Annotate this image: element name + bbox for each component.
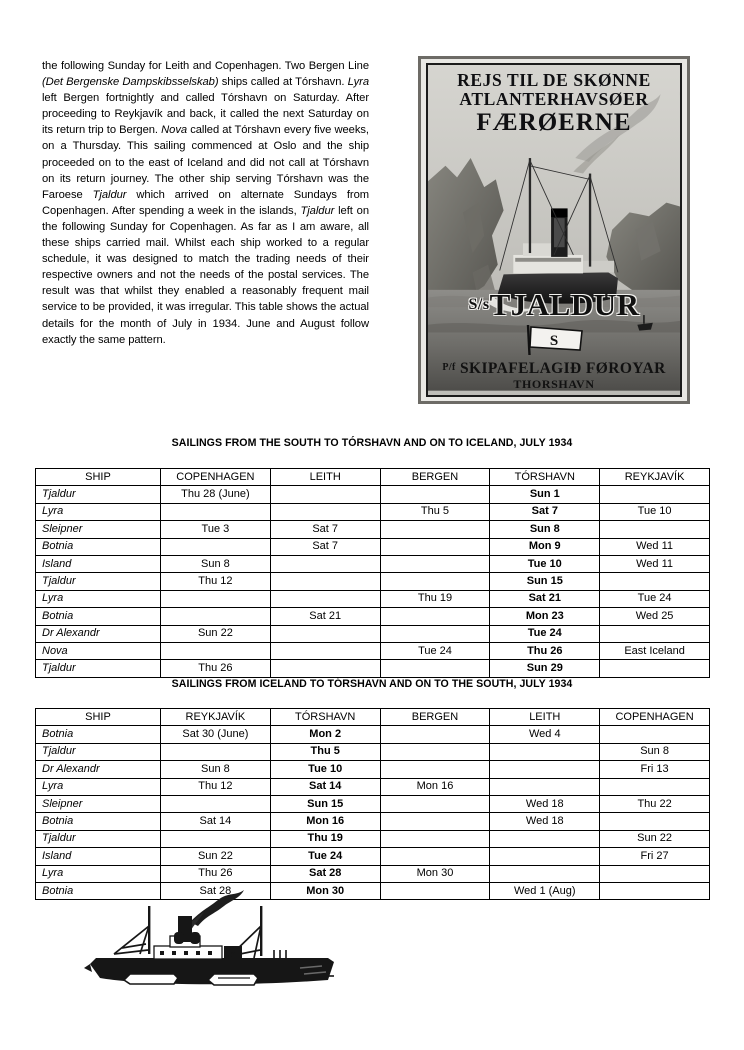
cell-reykjav-k: Tue 24 (600, 590, 710, 607)
cell-bergen (380, 761, 490, 778)
cell-leith: Wed 1 (Aug) (490, 882, 600, 899)
cell-bergen (380, 743, 490, 760)
cell-copenhagen: Fri 27 (600, 848, 710, 865)
poster-illustration (418, 56, 690, 404)
cell-ship-name: Botnia (36, 882, 161, 899)
column-header-reykjav-k: REYKJAVÍK (600, 469, 710, 486)
cell-t-rshavn: Thu 26 (490, 642, 600, 659)
cell-reykjav-k: Wed 11 (600, 538, 710, 555)
cell-leith (490, 865, 600, 882)
table-row (36, 865, 710, 882)
cell-copenhagen (161, 590, 271, 607)
cell-bergen (380, 608, 490, 625)
table-row (36, 486, 710, 503)
cell-reykjav-k: Sun 8 (161, 761, 271, 778)
cell-bergen: Tue 24 (380, 642, 490, 659)
poster-frame (418, 56, 690, 404)
cell-copenhagen: Sun 22 (161, 625, 271, 642)
cell-copenhagen (600, 882, 710, 899)
poster-footer (428, 288, 680, 391)
cell-ship-name: Nova (36, 642, 161, 659)
poster-company-name: SKIPAFELAGIÐ FØROYAR (460, 360, 666, 377)
svg-text:S: S (549, 333, 559, 349)
cell-ship-name: Lyra (36, 590, 161, 607)
table-body-2 (36, 726, 710, 900)
cell-copenhagen: Thu 12 (161, 573, 271, 590)
table-row (36, 521, 710, 538)
cell-leith: Sat 7 (270, 538, 380, 555)
column-header-t-rshavn: TÓRSHAVN (270, 709, 380, 726)
cell-leith (490, 830, 600, 847)
cell-t-rshavn: Mon 30 (270, 882, 380, 899)
poster-inner-frame (426, 63, 682, 397)
cell-reykjav-k (161, 795, 271, 812)
cell-t-rshavn: Sun 15 (490, 573, 600, 590)
cell-t-rshavn: Thu 19 (270, 830, 380, 847)
cell-copenhagen (161, 538, 271, 555)
poster-ship-name (428, 288, 680, 322)
poster-ship-prefix: S/s (468, 296, 490, 313)
cell-reykjav-k (600, 573, 710, 590)
table-row (36, 778, 710, 795)
poster-headline-line-1: REJS TIL DE SKØNNE (457, 70, 651, 90)
poster-headline-line-2: ATLANTERHAVSØER (459, 89, 649, 109)
table-row (36, 538, 710, 555)
table-row (36, 795, 710, 812)
cell-ship-name: Island (36, 555, 161, 572)
table-header-row-2 (36, 709, 710, 726)
cell-ship-name: Sleipner (36, 521, 161, 538)
cell-reykjav-k: Wed 11 (600, 555, 710, 572)
cell-ship-name: Tjaldur (36, 830, 161, 847)
cell-copenhagen: Tue 3 (161, 521, 271, 538)
cell-reykjav-k: Sat 28 (161, 882, 271, 899)
cell-reykjav-k (600, 521, 710, 538)
cell-bergen: Thu 19 (380, 590, 490, 607)
cell-bergen (380, 521, 490, 538)
steamship-line-drawing (78, 888, 358, 1000)
cell-ship-name: Lyra (36, 865, 161, 882)
table-caption-south-to-iceland: SAILINGS FROM THE SOUTH TO TÓRSHAVN AND ON TO ICELAND, JULY 1934 (171, 437, 573, 449)
cell-bergen: Mon 16 (380, 778, 490, 795)
cell-leith (270, 555, 380, 572)
cell-leith (270, 642, 380, 659)
table-body-1 (36, 486, 710, 677)
cell-t-rshavn: Sun 8 (490, 521, 600, 538)
cell-ship-name: Tjaldur (36, 486, 161, 503)
table-row (36, 555, 710, 572)
cell-copenhagen: Thu 26 (161, 660, 271, 677)
table-caption-iceland-to-south: SAILINGS FROM ICELAND TO TÓRSHAVN AND ON TO THE SOUTH, JULY 1934 (171, 678, 573, 690)
cell-leith (270, 625, 380, 642)
table-row (36, 608, 710, 625)
cell-leith: Wed 4 (490, 726, 600, 743)
steamship-svg (78, 888, 358, 1000)
poster-headline (428, 71, 680, 136)
cell-t-rshavn: Sat 28 (270, 865, 380, 882)
article-paragraph: the following Sunday for Leith and Copenhagen. Two Bergen Line (Det Bergenske Dampskibsselskab) ships called at Tórshavn. Lyra left Bergen fortnightly and called Tórshavn on Saturday. After proceeding to Reykjavík and back, it called the next Saturday on its return trip to Bergen. Nova called at Tórshavn every five weeks, on a Thursday. This sailing commenced at Oslo and the ship proceeded on to the east of Iceland and did not call at Tórshavn on its return journey. The other ship serving Tórshavn was the Faroese Tjaldur which arrived on alternate Sundays from Copenhagen. After spending a week in the islands, Tjaldur left on the following Sunday for Copenhagen. As far as I am aware, all these ships carried mail. Whilst each ship worked to a regular schedule, it was designed to match the trading needs of their respective owners and not the needs of the postal services. The result was that whilst they enabled a reasonably frequent mail service to be provided, it was irregular. This table shows the actual details for the month of July in 1934. June and August follow exactly the same pattern. (42, 60, 370, 346)
cell-t-rshavn: Sun 1 (490, 486, 600, 503)
poster-city: THORSHAVN (513, 377, 595, 391)
table-row (36, 503, 710, 520)
column-header-copenhagen: COPENHAGEN (600, 709, 710, 726)
table-row (36, 625, 710, 642)
cell-reykjav-k: Sat 30 (June) (161, 726, 271, 743)
poster-company-prefix: P/f (442, 362, 456, 373)
cell-t-rshavn: Tue 10 (270, 761, 380, 778)
cell-leith (270, 486, 380, 503)
table-row (36, 469, 710, 486)
cell-ship-name: Botnia (36, 726, 161, 743)
cell-ship-name: Island (36, 848, 161, 865)
cell-reykjav-k: Wed 25 (600, 608, 710, 625)
table-row (36, 813, 710, 830)
column-header-copenhagen: COPENHAGEN (161, 469, 271, 486)
cell-t-rshavn: Tue 24 (490, 625, 600, 642)
cell-ship-name: Lyra (36, 503, 161, 520)
cell-bergen (380, 625, 490, 642)
cell-copenhagen: Sun 8 (600, 743, 710, 760)
table-header-row-1 (36, 469, 710, 486)
cell-ship-name: Tjaldur (36, 743, 161, 760)
cell-bergen (380, 830, 490, 847)
column-header-leith: LEITH (490, 709, 600, 726)
cell-leith (270, 573, 380, 590)
cell-bergen (380, 555, 490, 572)
table-row (36, 590, 710, 607)
cell-leith (490, 778, 600, 795)
cell-copenhagen (161, 503, 271, 520)
cell-ship-name: Sleipner (36, 795, 161, 812)
cell-copenhagen (161, 608, 271, 625)
cell-reykjav-k: Sun 22 (161, 848, 271, 865)
top-region (42, 58, 702, 418)
cell-copenhagen (600, 865, 710, 882)
poster-ship-name-text: TJALDUR (489, 287, 640, 322)
cell-copenhagen (600, 726, 710, 743)
cell-t-rshavn: Mon 2 (270, 726, 380, 743)
cell-reykjav-k: Sat 14 (161, 813, 271, 830)
cell-leith (490, 743, 600, 760)
cell-t-rshavn: Tue 10 (490, 555, 600, 572)
cell-copenhagen: Sun 8 (161, 555, 271, 572)
cell-reykjav-k (600, 486, 710, 503)
cell-bergen: Mon 30 (380, 865, 490, 882)
table-row (36, 642, 710, 659)
cell-ship-name: Botnia (36, 608, 161, 625)
cell-ship-name: Dr Alexandr (36, 761, 161, 778)
cell-t-rshavn: Mon 23 (490, 608, 600, 625)
sailings-table-south-to-iceland (35, 468, 710, 678)
table-row (36, 848, 710, 865)
cell-leith: Sat 21 (270, 608, 380, 625)
cell-bergen (380, 538, 490, 555)
column-header-reykjav-k: REYKJAVÍK (161, 709, 271, 726)
cell-t-rshavn: Sun 15 (270, 795, 380, 812)
cell-ship-name: Lyra (36, 778, 161, 795)
sailings-table-iceland-to-south (35, 708, 710, 900)
cell-leith: Sat 7 (270, 521, 380, 538)
column-header-ship: SHIP (36, 709, 161, 726)
cell-copenhagen: Thu 22 (600, 795, 710, 812)
cell-leith (270, 503, 380, 520)
cell-ship-name: Tjaldur (36, 573, 161, 590)
cell-leith: Wed 18 (490, 813, 600, 830)
cell-t-rshavn: Sat 21 (490, 590, 600, 607)
cell-bergen (380, 486, 490, 503)
cell-bergen: Thu 5 (380, 503, 490, 520)
cell-copenhagen (600, 813, 710, 830)
house-flag-icon (522, 323, 586, 357)
cell-copenhagen: Thu 28 (June) (161, 486, 271, 503)
cell-copenhagen (600, 778, 710, 795)
cell-reykjav-k (600, 625, 710, 642)
cell-copenhagen (161, 642, 271, 659)
cell-bergen (380, 726, 490, 743)
table-row (36, 573, 710, 590)
cell-t-rshavn: Mon 16 (270, 813, 380, 830)
table-row (36, 709, 710, 726)
cell-copenhagen: Fri 13 (600, 761, 710, 778)
cell-t-rshavn: Sat 14 (270, 778, 380, 795)
house-flag-svg (522, 323, 586, 357)
cell-bergen (380, 882, 490, 899)
cell-t-rshavn: Sat 7 (490, 503, 600, 520)
cell-reykjav-k: Thu 12 (161, 778, 271, 795)
cell-bergen (380, 848, 490, 865)
cell-leith (270, 660, 380, 677)
cell-t-rshavn: Tue 24 (270, 848, 380, 865)
column-header-ship: SHIP (36, 469, 161, 486)
poster-headline-line-3: FÆRØERNE (476, 109, 632, 136)
cell-leith (490, 761, 600, 778)
cell-reykjav-k: Tue 10 (600, 503, 710, 520)
cell-reykjav-k (161, 830, 271, 847)
cell-ship-name: Botnia (36, 813, 161, 830)
column-header-bergen: BERGEN (380, 709, 490, 726)
column-header-t-rshavn: TÓRSHAVN (490, 469, 600, 486)
cell-copenhagen: Sun 22 (600, 830, 710, 847)
cell-bergen (380, 795, 490, 812)
cell-ship-name: Tjaldur (36, 660, 161, 677)
cell-t-rshavn: Thu 5 (270, 743, 380, 760)
cell-reykjav-k (600, 660, 710, 677)
cell-t-rshavn: Sun 29 (490, 660, 600, 677)
table-row (36, 726, 710, 743)
cell-reykjav-k: Thu 26 (161, 865, 271, 882)
cell-ship-name: Botnia (36, 538, 161, 555)
cell-leith (270, 590, 380, 607)
cell-t-rshavn: Mon 9 (490, 538, 600, 555)
poster-company-line (428, 359, 680, 377)
cell-bergen (380, 660, 490, 677)
cell-leith (490, 848, 600, 865)
table-row (36, 830, 710, 847)
column-header-leith: LEITH (270, 469, 380, 486)
table-row (36, 761, 710, 778)
table-row (36, 660, 710, 677)
cell-bergen (380, 573, 490, 590)
cell-reykjav-k (161, 743, 271, 760)
cell-bergen (380, 813, 490, 830)
cell-reykjav-k: East Iceland (600, 642, 710, 659)
table-row (36, 743, 710, 760)
cell-ship-name: Dr Alexandr (36, 625, 161, 642)
cell-leith: Wed 18 (490, 795, 600, 812)
column-header-bergen: BERGEN (380, 469, 490, 486)
